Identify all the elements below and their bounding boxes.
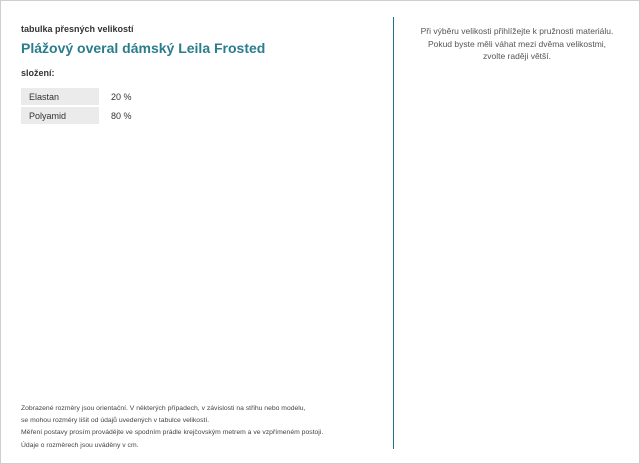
size-chart-left-column — [21, 23, 381, 126]
disclaimer-line: Údaje o rozměrech jsou uváděny v cm. — [21, 441, 139, 449]
sizing-advice-line: zvolte raději větší. — [482, 51, 552, 61]
product-title: Plážový overal dámský Leila Frosted — [21, 40, 266, 56]
disclaimer-line: Zobrazené rozměry jsou orientační. V některých případech, v závislosti na střihu nebo modelu, — [21, 405, 306, 412]
composition-percent: 80 % — [111, 110, 132, 121]
composition-percent: 20 % — [111, 91, 132, 102]
measurement-disclaimer — [21, 403, 386, 452]
sizing-advice-line: Při výběru velikosti přihlížejte k pružnosti materiálu. — [420, 26, 614, 36]
disclaimer-line: Měření postavy prosím provádějte ve spodním prádle krejčovským metrem a ve vzpřímeném postoji. — [21, 429, 324, 437]
sizing-advice-note — [401, 25, 633, 63]
vertical-divider — [393, 17, 394, 449]
composition-row — [21, 107, 171, 124]
composition-material: Elastan — [21, 88, 99, 105]
size-chart-subtitle: tabulka přesných velikostí — [21, 24, 134, 34]
composition-row — [21, 88, 171, 105]
sizing-advice-line: Pokud byste měli váhat mezi dvěma velikostmi, — [427, 38, 607, 49]
composition-table — [21, 86, 171, 126]
composition-label: složení: — [21, 68, 55, 78]
composition-material: Polyamid — [21, 107, 99, 124]
disclaimer-line: se mohou rozměry lišit od údajů uvedených v tabulce velikostí. — [21, 417, 210, 425]
